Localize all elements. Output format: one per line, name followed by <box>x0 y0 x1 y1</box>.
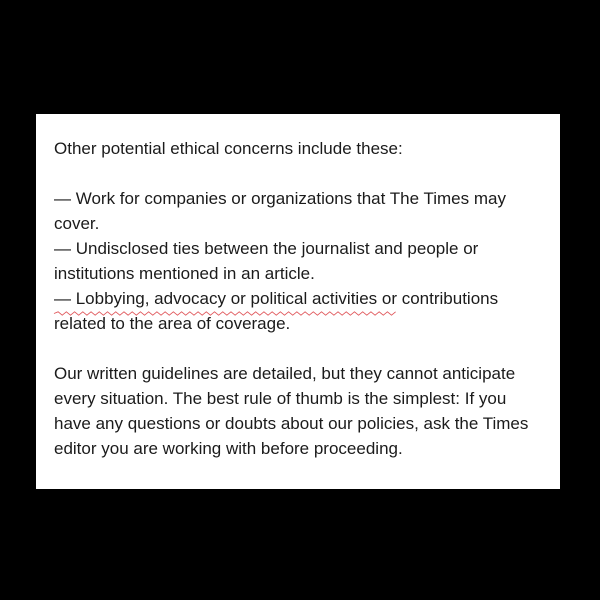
closing-line-4: editor you are working with before proceeding. <box>54 439 403 458</box>
highlighted-phrase-text: — Lobbying, advocacy or political activities or <box>54 289 397 308</box>
intro-text: Other potential ethical concerns include these: <box>54 139 403 158</box>
highlighted-phrase <box>54 286 397 311</box>
closing-line-3: have any questions or doubts about our policies, ask the Times <box>54 414 529 433</box>
concern-ties-line1: — Undisclosed ties between the journalist and people or <box>54 239 479 258</box>
concern-lobbying-rest: contributions <box>397 289 499 308</box>
document-card <box>36 114 560 489</box>
concern-work-line2: cover. <box>54 214 100 233</box>
concern-lobbying-line1 <box>54 286 560 311</box>
concern-work-line1: — Work for companies or organizations that The Times may <box>54 189 506 208</box>
closing-line-2: every situation. The best rule of thumb is the simplest: If you <box>54 389 507 408</box>
concern-ties-line2: institutions mentioned in an article. <box>54 264 315 283</box>
concern-lobbying-line2: related to the area of coverage. <box>54 314 291 333</box>
paragraph-gap <box>54 336 560 361</box>
paragraph-gap <box>54 161 560 186</box>
red-squiggle-underline <box>54 311 397 316</box>
closing-line-1: Our written guidelines are detailed, but they cannot anticipate <box>54 364 516 383</box>
